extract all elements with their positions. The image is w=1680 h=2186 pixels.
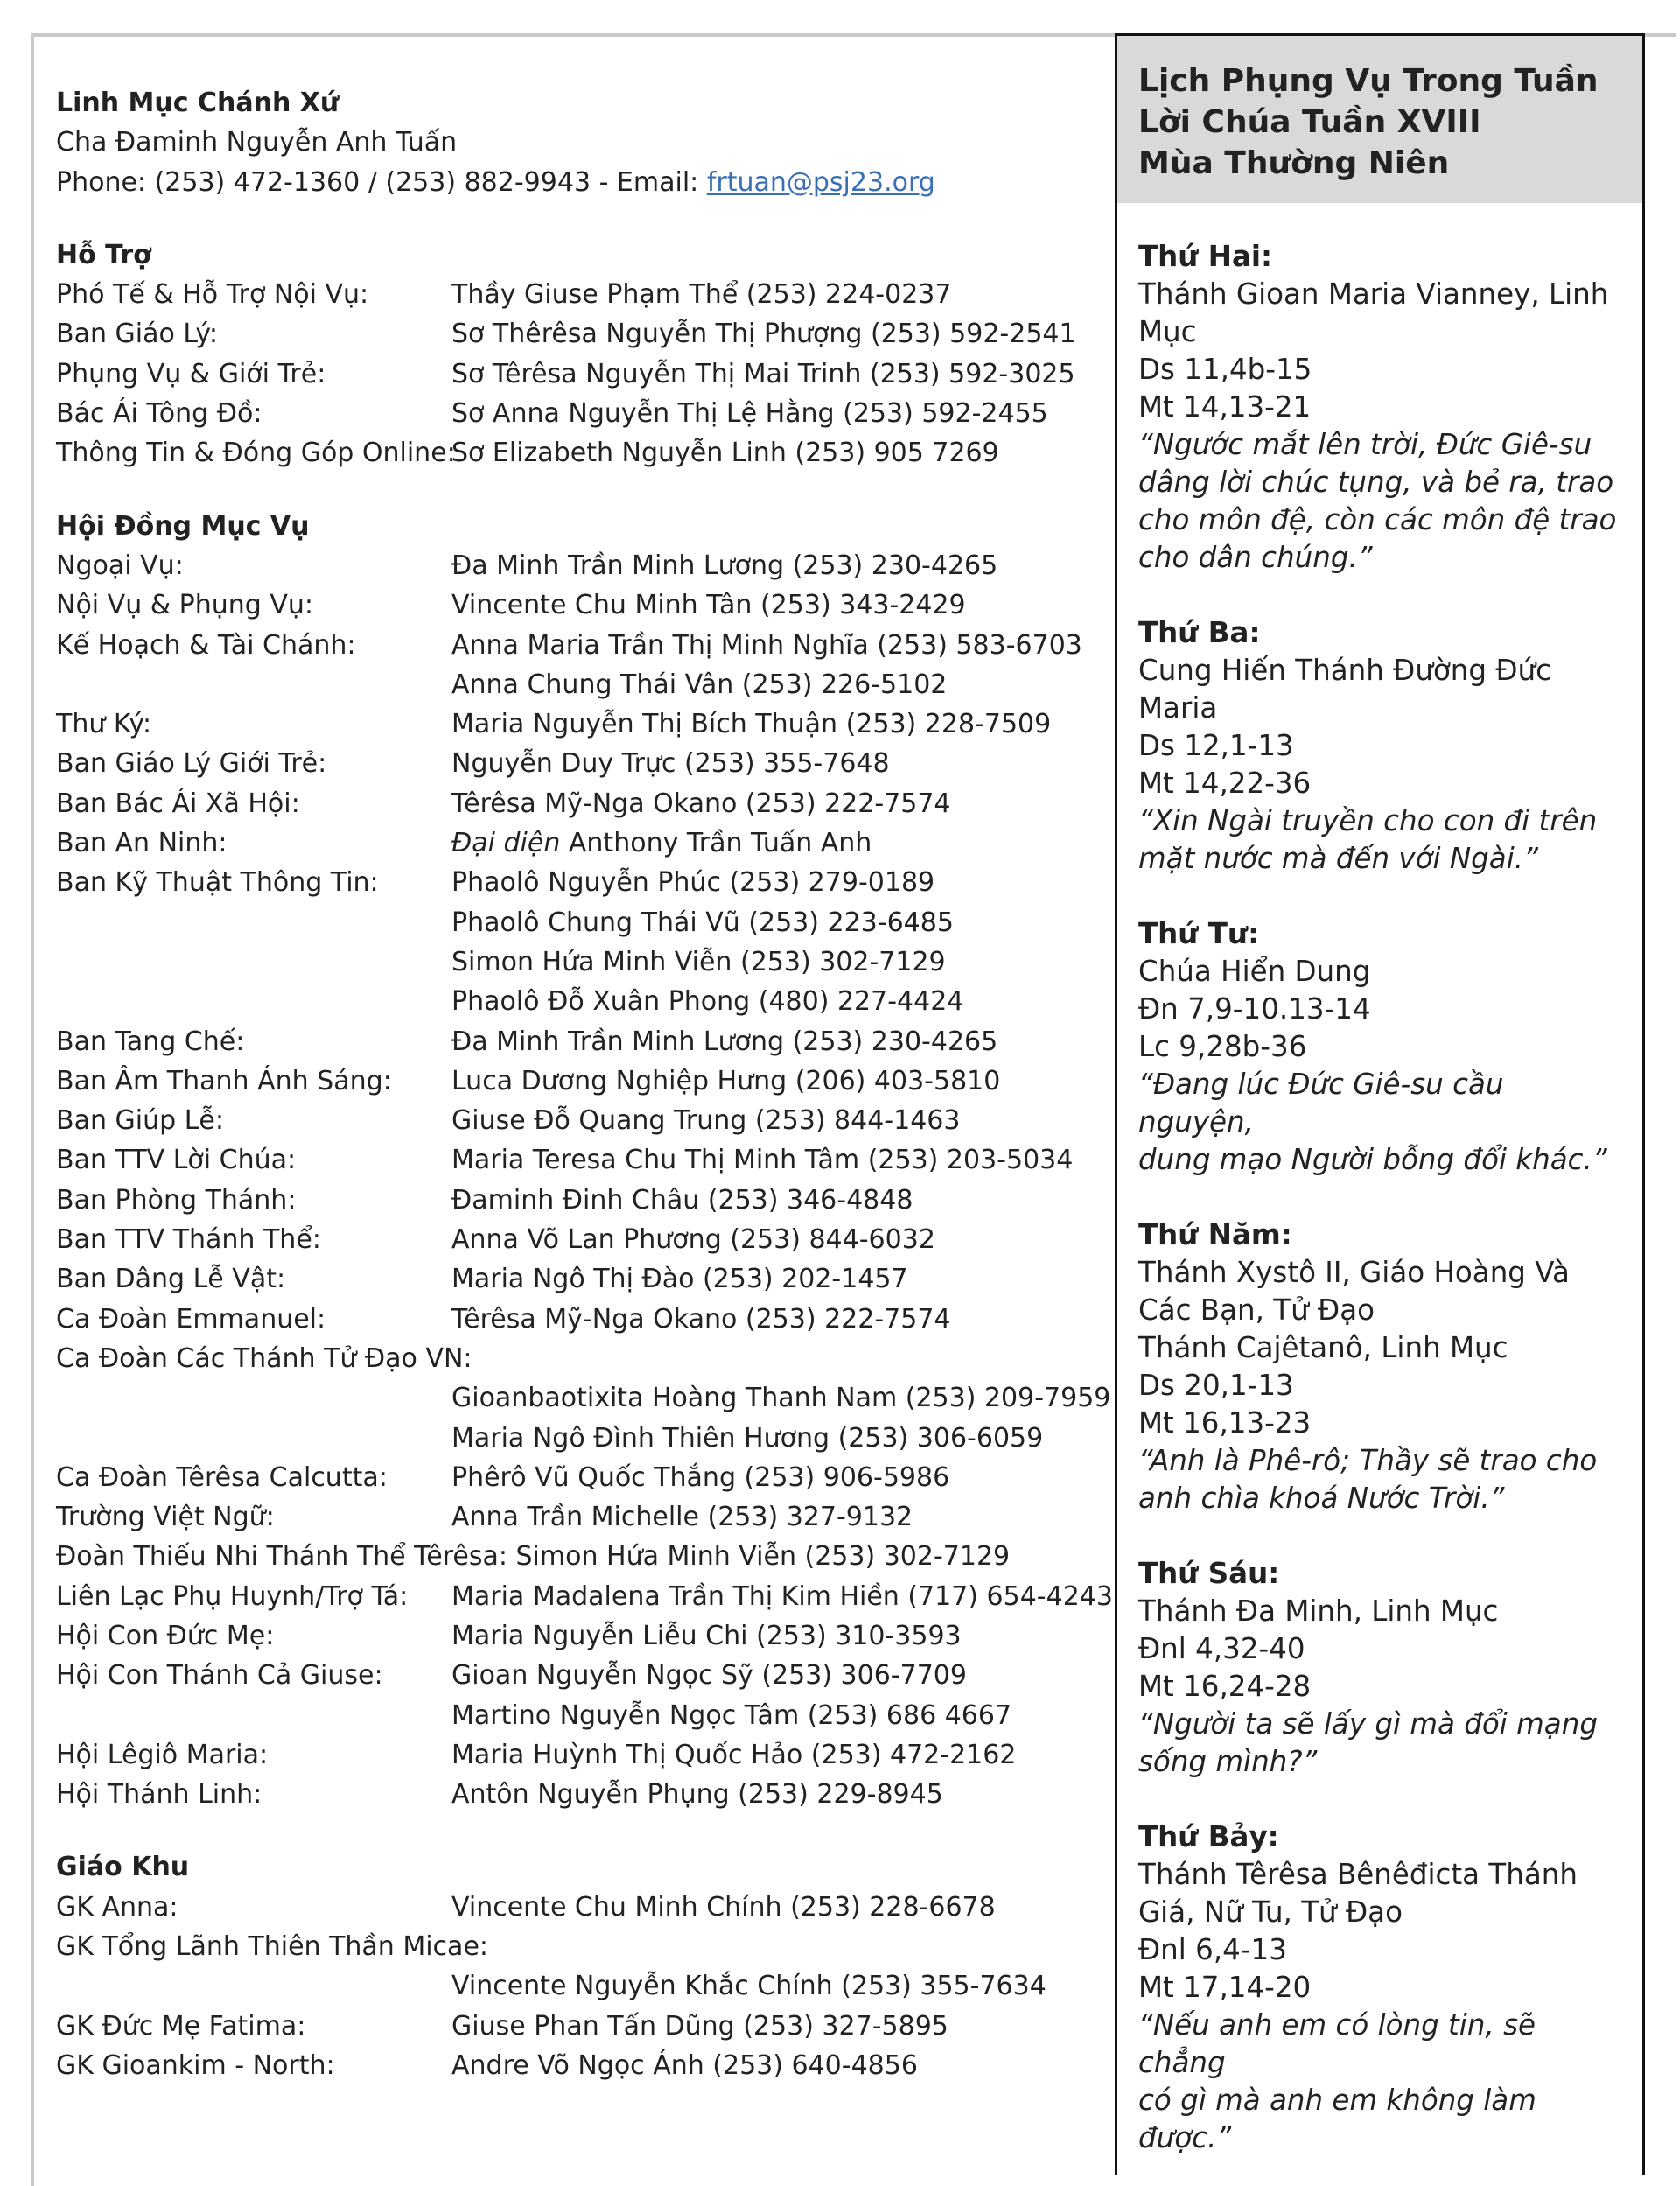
row-label: Nội Vụ & Phụng Vụ: <box>56 590 314 621</box>
day-verse-line: cho dân chúng.” <box>1138 541 1373 574</box>
row-value: Đaminh Đinh Châu (253) 346-4848 <box>452 1184 914 1216</box>
row-value: Antôn Nguyễn Phụng (253) 229-8945 <box>452 1779 943 1811</box>
day-reading-line: Ds 11,4b-15 <box>1138 353 1312 386</box>
day-reading-line: Thánh Têrêsa Bênêđicta Thánh <box>1138 1858 1578 1891</box>
day-reading-line: Mt 14,13-21 <box>1138 390 1312 424</box>
directory-row <box>56 314 1106 354</box>
schedule-days <box>1117 203 1642 2157</box>
row-value: Giuse Đỗ Quang Trung (253) 844-1463 <box>452 1105 961 1137</box>
row-label <box>56 665 452 704</box>
row-label: Hội Thánh Linh: <box>56 1779 262 1811</box>
day-verse-line: “Đang lúc Đức Giê-su cầu nguyện, <box>1138 1068 1504 1139</box>
row-value: Maria Nguyễn Liễu Chi (253) 310-3593 <box>452 1620 962 1651</box>
day-reading-line: Mt 16,13-23 <box>1138 1406 1312 1440</box>
row-value: Sơ Thêrêsa Nguyễn Thị Phượng (253) 592-2541 <box>452 319 1076 350</box>
schedule-day <box>1138 1555 1621 1781</box>
directory-row <box>56 784 1106 823</box>
day-verse-line: “Nếu anh em có lòng tin, sẽ chẳng <box>1138 2008 1536 2079</box>
row-value: Sơ Têrêsa Nguyễn Thị Mai Trinh (253) 592-3025 <box>452 358 1075 389</box>
district-row <box>56 1888 1106 1927</box>
directory-row <box>56 1101 1106 1140</box>
pastor-contact <box>56 163 1106 202</box>
row-label: Hội Con Đức Mẹ: <box>56 1620 275 1651</box>
row-value: Luca Dương Nghiệp Hưng (206) 403-5810 <box>452 1065 1001 1097</box>
day-label: Thứ Tư: <box>1138 917 1260 950</box>
day-reading-line: Mt 14,22-36 <box>1138 767 1312 800</box>
day-reading-line: Đnl 4,32-40 <box>1138 1632 1306 1665</box>
row-label: Thông Tin & Đóng Góp Online: <box>56 438 456 469</box>
directory-row <box>56 585 1106 625</box>
row-value: Vincente Chu Minh Tân (253) 343-2429 <box>452 590 966 621</box>
directory-row <box>56 1775 1106 1814</box>
day-verse-line: dung mạo Người bỗng đổi khác.” <box>1138 1143 1607 1176</box>
support-title: Hỗ Trợ <box>56 239 151 270</box>
directory-row <box>56 942 1106 982</box>
choir-vn-label: Ca Đoàn Các Thánh Tử Đạo VN: <box>56 1342 472 1374</box>
row-label: Bác Ái Tông Đồ: <box>56 398 262 430</box>
row-label: Ban Âm Thanh Ánh Sáng: <box>56 1065 392 1097</box>
schedule-day <box>1138 238 1621 577</box>
schedule-day <box>1138 915 1621 1179</box>
directory-row <box>56 2007 1106 2046</box>
pastor-phone: Phone: (253) 472-1360 / (253) 882-9943 - Email: <box>56 166 707 198</box>
day-reading-line: Thánh Đa Minh, Linh Mục <box>1138 1594 1499 1628</box>
directory-row <box>56 1300 1106 1339</box>
council-list <box>56 546 1106 1339</box>
directory-row <box>56 394 1106 433</box>
row-value: Andre Võ Ngọc Ánh (253) 640-4856 <box>452 2049 918 2081</box>
row-label: Kế Hoạch & Tài Chánh: <box>56 629 356 661</box>
directory-row <box>56 1220 1106 1259</box>
day-verse-line: anh chìa khoá Nước Trời.” <box>1138 1482 1505 1515</box>
directory-row <box>56 1656 1106 1695</box>
directory-row <box>56 1259 1106 1299</box>
row-label: Thư Ký: <box>56 709 152 740</box>
day-verse-line: mặt nước mà đến với Ngài.” <box>1138 842 1538 875</box>
row-label: Ca Đoàn Emmanuel: <box>56 1303 326 1335</box>
choir-vn-list <box>56 1378 1111 1458</box>
directory-row <box>56 1735 1106 1775</box>
directory-row <box>56 354 1106 394</box>
row-label <box>56 903 452 942</box>
day-reading-line: Mt 17,14-20 <box>1138 1971 1312 2004</box>
directory-row <box>56 823 1106 863</box>
youth-line: Đoàn Thiếu Nhi Thánh Thể Têrêsa: Simon Hứa Minh Viễn (253) 302-7129 <box>56 1541 1011 1573</box>
day-verse-line: cho môn đệ, còn các môn đệ trao <box>1138 503 1617 536</box>
day-reading-line: Mục <box>1138 315 1197 348</box>
day-reading-line: Chúa Hiển Dung <box>1138 955 1371 988</box>
row-value: Phaolô Đỗ Xuân Phong (480) 227-4424 <box>452 986 964 1018</box>
schedule-title: Lịch Phụng Vụ Trong Tuần <box>1138 63 1599 99</box>
day-verse-line: dâng lời chúc tụng, và bẻ ra, trao <box>1138 466 1614 499</box>
directory-row <box>56 433 1106 473</box>
row-value: Simon Hứa Minh Viễn (253) 302-7129 <box>452 946 946 977</box>
row-value: Thầy Giuse Phạm Thể (253) 224-0237 <box>452 279 952 311</box>
day-label: Thứ Ba: <box>1138 616 1261 649</box>
row-label <box>56 942 452 982</box>
row-label: Hội Con Thánh Cả Giuse: <box>56 1660 383 1692</box>
row-label: Phụng Vụ & Giới Trẻ: <box>56 358 326 389</box>
day-label: Thứ Năm: <box>1138 1218 1292 1251</box>
day-reading-line: Mt 16,24-28 <box>1138 1670 1312 1703</box>
schedule-season: Mùa Thường Niên <box>1138 145 1450 181</box>
council-list-3 <box>56 1577 1113 1815</box>
directory-row <box>56 903 1106 942</box>
row-label: Phó Tế & Hỗ Trợ Nội Vụ: <box>56 279 369 311</box>
row-value: Sơ Anna Nguyễn Thị Lệ Hằng (253) 592-2455 <box>452 398 1048 430</box>
row-value: Giuse Phan Tấn Dũng (253) 327-5895 <box>452 2010 948 2042</box>
row-label: Ban An Ninh: <box>56 828 228 859</box>
row-value: Anna Trần Michelle (253) 327-9132 <box>452 1502 914 1533</box>
row-value: Têrêsa Mỹ-Nga Okano (253) 222-7574 <box>452 1303 951 1335</box>
row-value: Têrêsa Mỹ-Nga Okano (253) 222-7574 <box>452 788 951 819</box>
directory-row <box>56 704 1106 744</box>
directory-row <box>56 275 1106 314</box>
directory-row <box>56 1140 1106 1180</box>
pastor-name: Cha Đaminh Nguyễn Anh Tuấn <box>56 127 458 158</box>
row-label: Ban Phòng Thánh: <box>56 1184 297 1216</box>
day-verse-line: “Ngước mắt lên trời, Đức Giê-su <box>1138 428 1592 461</box>
support-list <box>56 275 1106 473</box>
directory-row <box>56 1497 1106 1537</box>
district-micae-label: GK Tổng Lãnh Thiên Thần Micae: <box>56 1931 489 1963</box>
district-list <box>56 2007 1106 2086</box>
row-value: Maria Teresa Chu Thị Minh Tâm (253) 203-5034 <box>452 1145 1074 1176</box>
row-value: Maria Huỳnh Thị Quốc Hảo (253) 472-2162 <box>452 1739 1017 1770</box>
directory-row <box>56 665 1106 704</box>
row-value-text: Anthony Trần Tuấn Anh <box>560 828 872 859</box>
row-value: Anna Maria Trần Thị Minh Nghĩa (253) 583-6703 <box>452 629 1082 661</box>
row-label: Ca Đoàn Têrêsa Calcutta: <box>56 1461 388 1493</box>
row-value: Maria Nguyễn Thị Bích Thuận (253) 228-7509 <box>452 709 1052 740</box>
row-value: Phaolô Nguyễn Phúc (253) 279-0189 <box>452 867 935 899</box>
day-reading-line: Đn 7,9-10.13-14 <box>1138 992 1371 1026</box>
directory-row <box>56 1181 1106 1220</box>
day-verse-line: sống mình?” <box>1138 1745 1318 1778</box>
row-label <box>56 982 452 1021</box>
council-title: Hội Đồng Mục Vụ <box>56 510 310 542</box>
row-value: Đa Minh Trần Minh Lương (253) 230-4265 <box>452 1026 998 1057</box>
districts-title: Giáo Khu <box>56 1852 190 1883</box>
directory-column <box>56 83 1113 2085</box>
day-reading-line: Ds 20,1-13 <box>1138 1369 1294 1402</box>
day-verse-line: “Anh là Phê-rô; Thầy sẽ trao cho <box>1138 1444 1598 1477</box>
directory-row <box>56 1419 1106 1458</box>
directory-row <box>56 744 1106 783</box>
day-reading-line: Thánh Gioan Maria Vianney, Linh <box>1138 277 1609 311</box>
day-verse-line: được.” <box>1138 2121 1232 2154</box>
schedule-day <box>1138 1818 1621 2157</box>
directory-row <box>56 2046 1106 2085</box>
directory-row <box>56 1577 1113 1616</box>
directory-row <box>56 1616 1106 1656</box>
day-reading-line: Cung Hiến Thánh Đường Đức <box>1138 654 1552 687</box>
row-value-italic: Đại diện <box>452 828 561 859</box>
directory-row <box>56 1022 1106 1061</box>
row-value: Sơ Elizabeth Nguyễn Linh (253) 905 7269 <box>452 438 999 469</box>
directory-row <box>56 863 1106 902</box>
district-value: Vincente Chu Minh Chính (253) 228-6678 <box>452 1891 996 1923</box>
day-reading-line: Thánh Cajêtanô, Linh Mục <box>1138 1331 1508 1364</box>
row-label: Hội Lêgiô Maria: <box>56 1739 269 1770</box>
pastor-email-link[interactable]: frtuan@psj23.org <box>706 166 935 198</box>
schedule-week: Lời Chúa Tuần XVIII <box>1138 104 1481 140</box>
directory-row <box>56 626 1106 665</box>
day-reading-line: Đnl 6,4-13 <box>1138 1933 1287 1966</box>
council-list-2 <box>56 1458 1106 1538</box>
day-reading-line: Ds 12,1-13 <box>1138 729 1294 762</box>
directory-row <box>56 1458 1106 1497</box>
day-reading-line: Các Bạn, Tử Đạo <box>1138 1293 1376 1327</box>
day-reading-line: Thánh Xystô II, Giáo Hoàng Và <box>1138 1256 1570 1289</box>
day-reading-line: Maria <box>1138 691 1218 725</box>
row-label: Trường Việt Ngữ: <box>56 1502 275 1533</box>
district-row <box>56 1966 1106 2006</box>
row-label: Ban TTV Lời Chúa: <box>56 1145 297 1176</box>
row-label: Ban TTV Thánh Thể: <box>56 1224 321 1256</box>
row-value: Phêrô Vũ Quốc Thắng (253) 906-5986 <box>452 1461 950 1493</box>
pastor-title: Linh Mục Chánh Xứ <box>56 88 340 118</box>
row-value: Maria Ngô Đình Thiên Hương (253) 306-6059 <box>452 1422 1044 1454</box>
row-label: Ban Tang Chế: <box>56 1026 245 1057</box>
directory-row <box>56 1696 1106 1735</box>
day-verse-line: “Xin Ngài truyền cho con đi trên <box>1138 804 1598 837</box>
row-value: Anna Võ Lan Phương (253) 844-6032 <box>452 1224 935 1256</box>
row-label: Ngoại Vụ: <box>56 550 184 581</box>
row-value: Anna Chung Thái Vân (253) 226-5102 <box>452 669 948 700</box>
row-value: Phaolô Chung Thái Vũ (253) 223-6485 <box>452 907 954 938</box>
row-value: Maria Madalena Trần Thị Kim Hiền (717) 654-4243 <box>452 1580 1113 1612</box>
day-reading-line: Giá, Nữ Tu, Tử Đạo <box>1138 1895 1403 1929</box>
row-label <box>56 1696 452 1735</box>
row-value: Nguyễn Duy Trực (253) 355-7648 <box>452 748 890 780</box>
schedule-day <box>1138 1216 1621 1517</box>
day-reading-line: Lc 9,28b-36 <box>1138 1030 1307 1063</box>
directory-row <box>56 1378 1111 1418</box>
row-label: Ban Bác Ái Xã Hội: <box>56 788 300 819</box>
row-label: Liên Lạc Phụ Huynh/Trợ Tá: <box>56 1580 409 1612</box>
directory-row <box>56 982 1106 1021</box>
directory-row <box>56 1061 1106 1101</box>
liturgy-schedule-panel <box>1115 33 1645 2175</box>
directory-row <box>56 546 1106 585</box>
day-label: Thứ Bảy: <box>1138 1820 1279 1853</box>
row-label: Ban Giáo Lý Giới Trẻ: <box>56 748 327 780</box>
schedule-day <box>1138 614 1621 878</box>
row-label: Ban Giúp Lễ: <box>56 1105 224 1137</box>
district-label: GK Anna: <box>56 1891 178 1923</box>
row-value: Gioanbaotixita Hoàng Thanh Nam (253) 209-7959 <box>452 1383 1111 1414</box>
row-label: Ban Giáo Lý: <box>56 319 219 350</box>
row-label: Ban Dâng Lễ Vật: <box>56 1264 286 1295</box>
row-value: Maria Ngô Thị Đào (253) 202-1457 <box>452 1264 908 1295</box>
schedule-header <box>1117 36 1642 203</box>
row-label: GK Gioankim - North: <box>56 2049 335 2081</box>
row-label: Ban Kỹ Thuật Thông Tin: <box>56 867 379 899</box>
row-value: Martino Nguyễn Ngọc Tâm (253) 686 4667 <box>452 1699 1012 1731</box>
row-value: Đa Minh Trần Minh Lương (253) 230-4265 <box>452 550 998 581</box>
day-verse-line: “Người ta sẽ lấy gì mà đổi mạng <box>1138 1707 1598 1741</box>
day-verse-line: có gì mà anh em không làm <box>1138 2084 1536 2117</box>
district-micae-value: Vincente Nguyễn Khắc Chính (253) 355-7634 <box>452 1971 1046 2002</box>
row-value <box>452 823 872 863</box>
row-value: Gioan Nguyễn Ngọc Sỹ (253) 306-7709 <box>452 1660 967 1692</box>
day-label: Thứ Hai: <box>1138 240 1273 273</box>
day-label: Thứ Sáu: <box>1138 1557 1280 1590</box>
row-label: GK Đức Mẹ Fatima: <box>56 2010 306 2042</box>
